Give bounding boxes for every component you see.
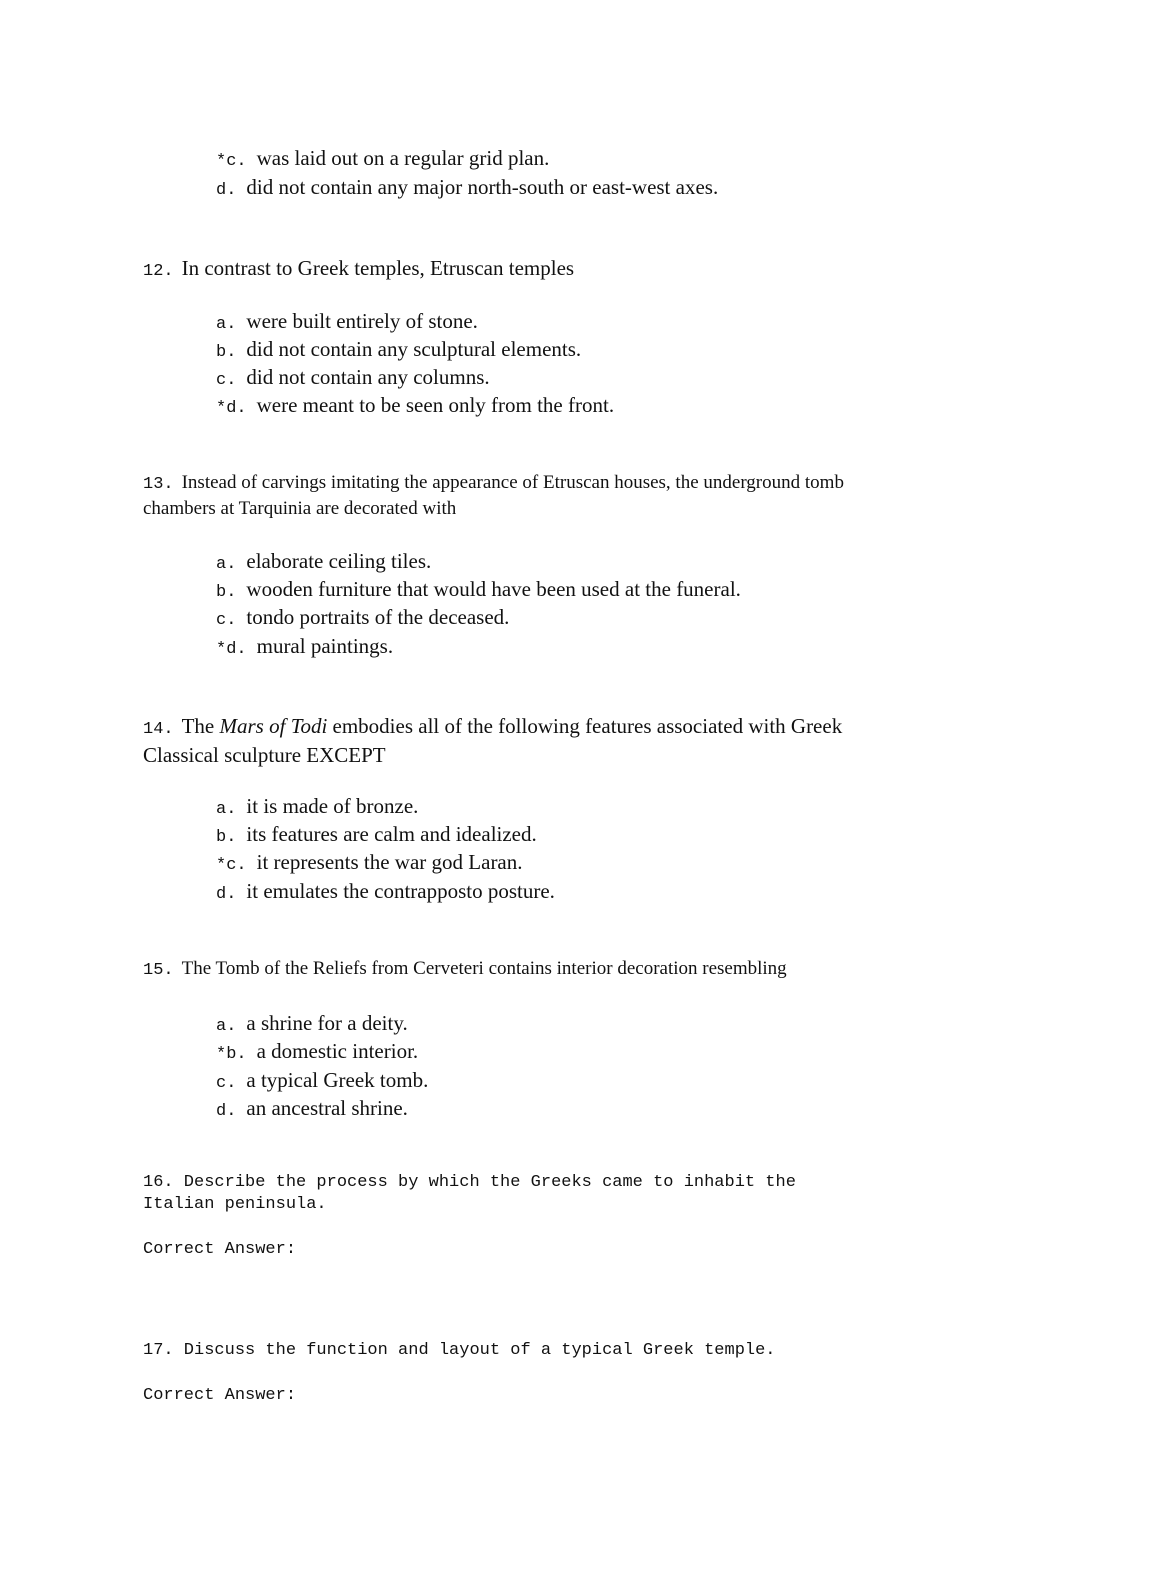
artwork-title: Mars of Todi (219, 714, 328, 738)
q15-option-b (216, 1037, 418, 1069)
q13-option-d (216, 632, 393, 664)
q15-stem (143, 956, 787, 984)
option-letter: a. (216, 800, 237, 819)
option-text: did not contain any sculptural elements. (246, 337, 582, 361)
q17-line1: 17. Discuss the function and layout of a typical Greek temple. (143, 1341, 776, 1360)
option-letter: *d. (216, 399, 247, 418)
q17-answer-label: Correct Answer: (143, 1386, 297, 1405)
option-letter: c. (216, 371, 237, 390)
q11-option-d (216, 173, 718, 205)
option-letter: b. (216, 583, 237, 602)
q16-answer-label: Correct Answer: (143, 1240, 297, 1259)
option-letter: b. (216, 828, 237, 847)
q14-stem-line1 (143, 712, 842, 744)
question-number: 12. (143, 262, 174, 281)
option-text: did not contain any columns. (246, 365, 490, 389)
option-text: it represents the war god Laran. (256, 850, 523, 874)
question-text: The Tomb of the Reliefs from Cerveteri contains interior decoration resembling (181, 958, 787, 979)
option-text: a typical Greek tomb. (246, 1068, 429, 1092)
q13-stem-line2: chambers at Tarquinia are decorated with (143, 498, 457, 519)
q12-stem (143, 254, 574, 286)
option-text: did not contain any major north-south or east-west axes. (246, 175, 719, 199)
option-text: a domestic interior. (256, 1039, 419, 1063)
question-text: Instead of carvings imitating the appearance of Etruscan houses, the underground tomb (181, 472, 844, 493)
q12-option-d (216, 391, 614, 423)
option-text: were built entirely of stone. (246, 309, 478, 333)
option-text: wooden furniture that would have been used at the funeral. (246, 577, 741, 601)
option-text: it emulates the contrapposto posture. (246, 879, 555, 903)
q13-stem-line1 (143, 470, 844, 498)
question-number: 15. (143, 961, 174, 980)
option-letter: *d. (216, 640, 247, 659)
option-letter: a. (216, 555, 237, 574)
q14-stem-line2: Classical sculpture EXCEPT (143, 743, 386, 767)
question-text-post: embodies all of the following features associated with Greek (332, 714, 843, 738)
q13-option-c (216, 603, 509, 635)
option-letter: d. (216, 885, 237, 904)
q11-option-c (216, 144, 549, 176)
option-letter: a. (216, 315, 237, 334)
question-text: In contrast to Greek temples, Etruscan temples (181, 256, 575, 280)
q16-line1: 16. Describe the process by which the Greeks came to inhabit the (143, 1173, 796, 1192)
option-text: an ancestral shrine. (246, 1096, 408, 1120)
option-letter: a. (216, 1017, 237, 1036)
question-number: 13. (143, 475, 174, 494)
option-text: mural paintings. (256, 634, 394, 658)
option-text: tondo portraits of the deceased. (246, 605, 510, 629)
q15-option-d (216, 1094, 408, 1126)
option-letter: c. (216, 1074, 237, 1093)
option-letter: b. (216, 343, 237, 362)
option-letter: d. (216, 181, 237, 200)
option-text: was laid out on a regular grid plan. (256, 146, 550, 170)
option-letter: *b. (216, 1045, 247, 1064)
question-number: 14. (143, 720, 174, 739)
q14-option-d (216, 877, 555, 909)
option-text: were meant to be seen only from the front. (256, 393, 615, 417)
option-letter: c. (216, 611, 237, 630)
option-letter: d. (216, 1102, 237, 1121)
option-text: it is made of bronze. (246, 794, 419, 818)
q14-option-c (216, 848, 523, 880)
question-text-pre: The (181, 714, 215, 738)
option-text: its features are calm and idealized. (246, 822, 537, 846)
option-letter: *c. (216, 152, 247, 171)
q16-line2: Italian peninsula. (143, 1195, 327, 1214)
option-letter: *c. (216, 856, 247, 875)
option-text: elaborate ceiling tiles. (246, 549, 432, 573)
option-text: a shrine for a deity. (246, 1011, 408, 1035)
